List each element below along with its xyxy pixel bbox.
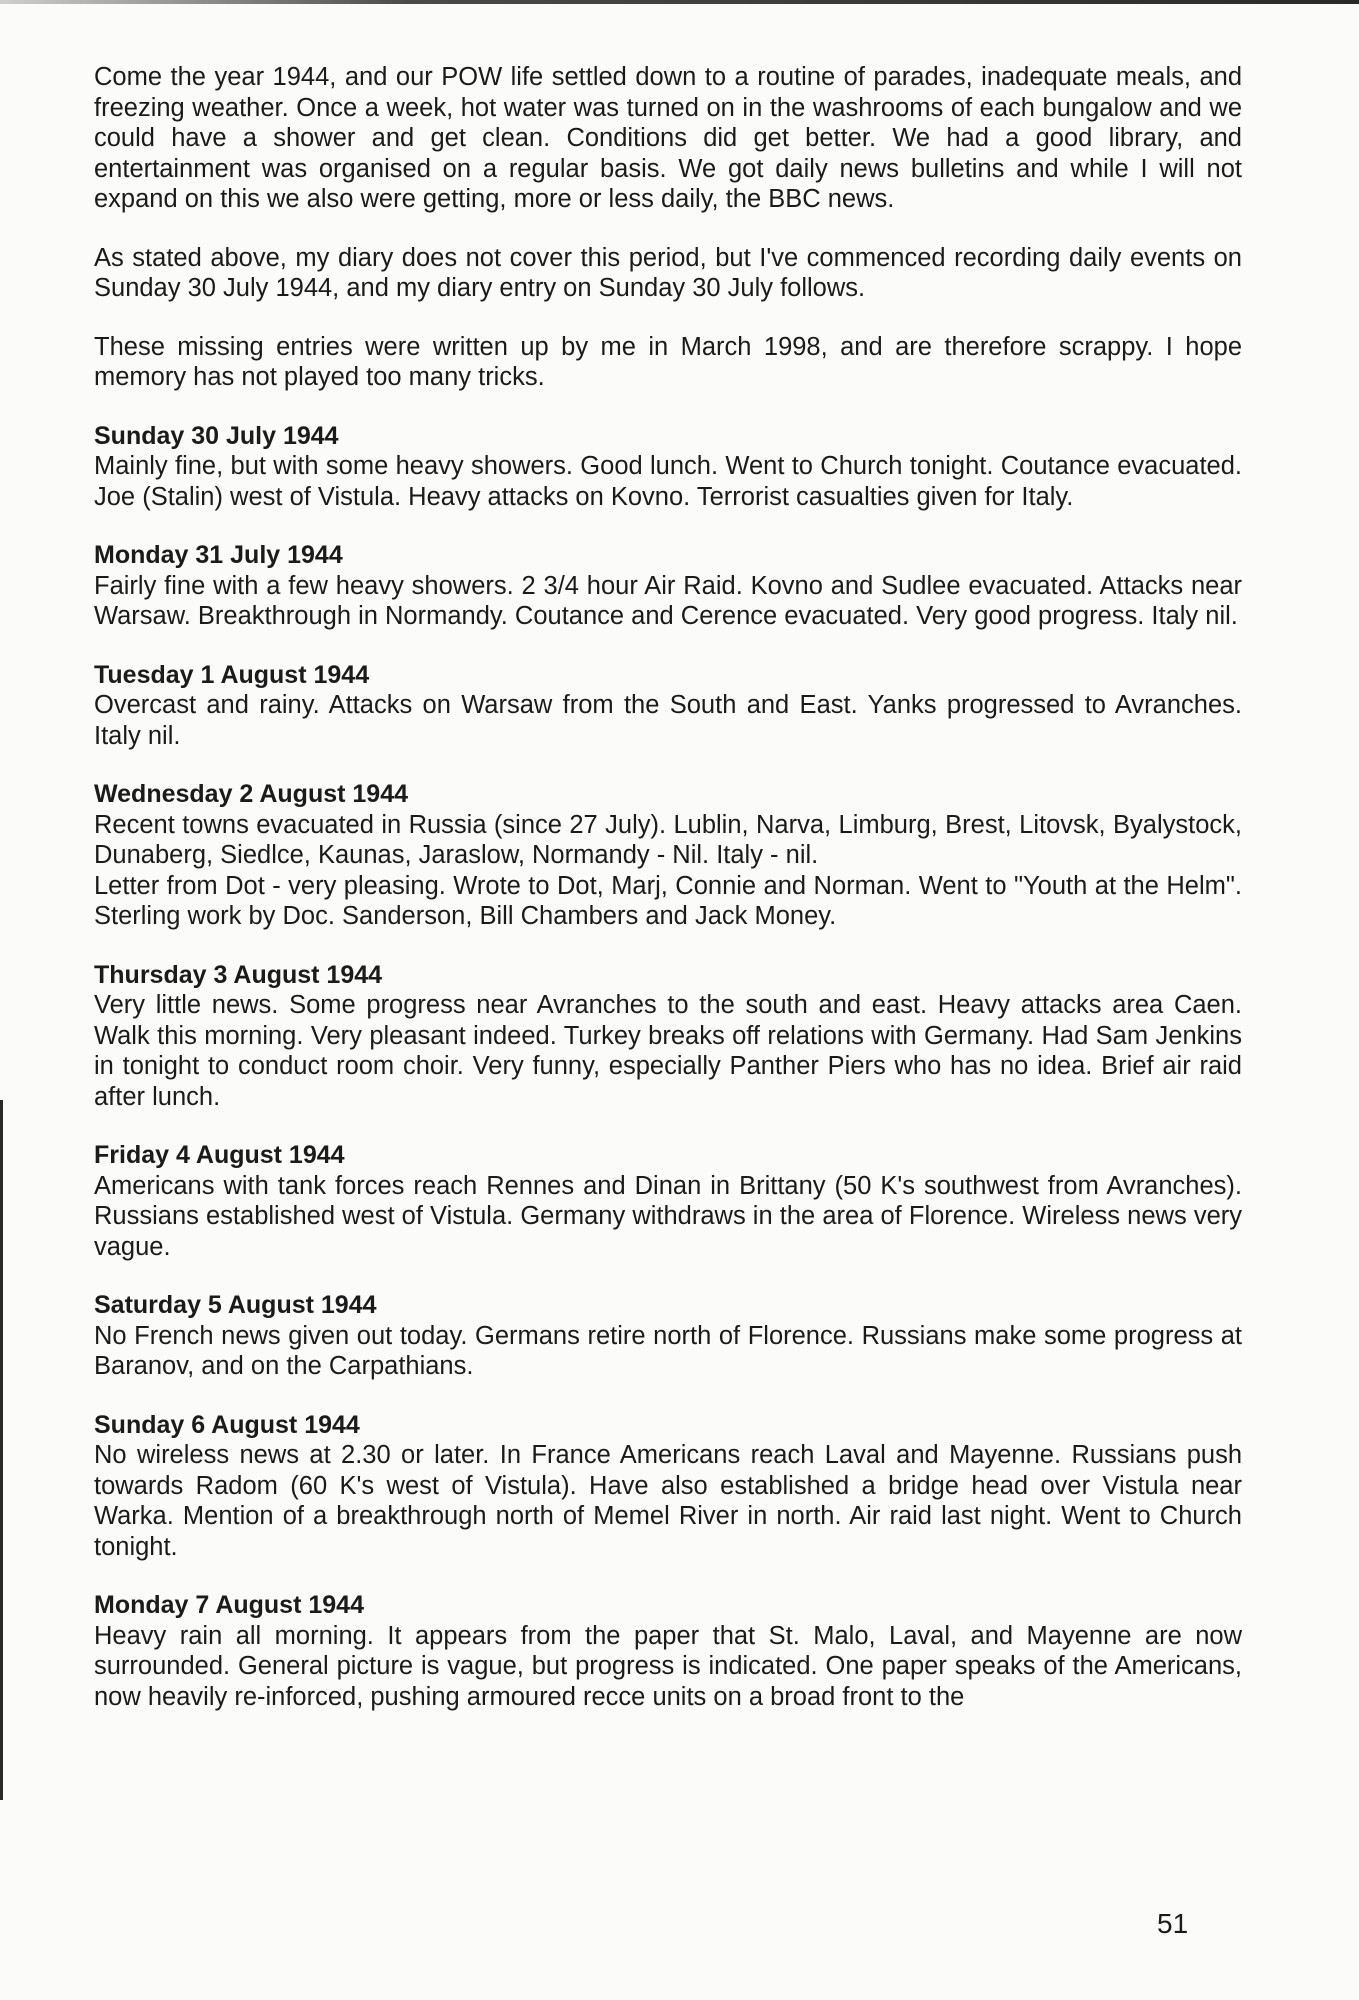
entry-date: Tuesday 1 August 1944	[94, 660, 370, 689]
diary-entry	[94, 421, 1242, 513]
diary-entry	[94, 660, 1242, 752]
entry-date: Thursday 3 August 1944	[94, 960, 383, 989]
entry-date: Friday 4 August 1944	[94, 1141, 345, 1169]
intro-paragraph-2: As stated above, my diary does not cover this period, but I've commenced recording daily events on Sunday 30 July 1944, and my diary entry on Sunday 30 July follows.	[94, 243, 1242, 302]
entry-date: Monday 31 July 1944	[94, 541, 343, 569]
entry-text	[94, 1440, 1242, 1562]
entry-paragraph: No wireless news at 2.30 or later. In France Americans reach Laval and Mayenne. Russians push towards Radom (60 K's west of Vistula). Have also established a bridge head over Vistula near Warka. Mention of a breakthrough north of Memel River in north. Air raid last night. Went to Church tonight.	[94, 1441, 1242, 1561]
entry-text	[94, 1171, 1242, 1263]
entry-paragraph: Recent towns evacuated in Russia (since 27 July). Lublin, Narva, Limburg, Brest, Litovsk, Byalystock, Dunaberg, Siedlce, Kaunas, Jaraslow, Normandy - Nil. Italy - nil.	[94, 810, 1242, 869]
entry-date: Sunday 6 August 1944	[94, 1410, 360, 1439]
entry-paragraph: Fairly fine with a few heavy showers. 2 3/4 hour Air Raid. Kovno and Sudlee evacuated. Attacks near Warsaw. Breakthrough in Normandy. Coutance and Cerence evacuated. Very good progress. Italy nil.	[94, 571, 1242, 630]
diary-entry	[94, 540, 1242, 632]
entry-date: Sunday 30 July 1944	[94, 421, 339, 450]
diary-entry	[94, 960, 1242, 1113]
entry-paragraph: Mainly fine, but with some heavy showers. Good lunch. Went to Church tonight. Coutance evacuated. Joe (Stalin) west of Vistula. Heavy attacks on Kovno. Terrorist casualties given for Italy.	[94, 452, 1242, 511]
diary-entry	[94, 1290, 1242, 1382]
diary-entry	[94, 1590, 1242, 1712]
diary-entry	[94, 1140, 1242, 1262]
entry-text	[94, 990, 1242, 1112]
entry-text	[94, 571, 1242, 632]
entry-date: Monday 7 August 1944	[94, 1591, 364, 1619]
entry-date: Wednesday 2 August 1944	[94, 780, 409, 808]
entry-paragraph: Americans with tank forces reach Rennes and Dinan in Brittany (50 K's southwest from Avranches). Russians established west of Vistula. Germany withdraws in the area of Florence. Wireless news very vague.	[94, 1171, 1242, 1261]
scan-top-edge	[0, 0, 1359, 4]
entry-text	[94, 451, 1242, 512]
entry-paragraph: Letter from Dot - very pleasing. Wrote to Dot, Marj, Connie and Norman. Went to "Youth at the Helm". Sterling work by Doc. Sanderson, Bill Chambers and Jack Money.	[94, 871, 1242, 930]
entry-text	[94, 810, 1242, 932]
entry-date: Saturday 5 August 1944	[94, 1291, 377, 1319]
page-body	[94, 62, 1242, 1740]
entry-paragraph: Heavy rain all morning. It appears from the paper that St. Malo, Laval, and Mayenne are now surrounded. General picture is vague, but progress is indicated. One paper speaks of the Americans, now heavily re-inforced, pushing armoured recce units on a broad front to the	[94, 1621, 1242, 1711]
entry-paragraph: Overcast and rainy. Attacks on Warsaw from the South and East. Yanks progressed to Avranches. Italy nil.	[94, 691, 1242, 750]
intro-paragraph-3: These missing entries were written up by me in March 1998, and are therefore scrappy. I hope memory has not played too many tricks.	[94, 332, 1242, 391]
page-number: 51	[1157, 1908, 1189, 1939]
diary-entry	[94, 1410, 1242, 1563]
diary-entry	[94, 779, 1242, 932]
entry-text	[94, 690, 1242, 751]
scan-left-edge	[0, 1100, 3, 1800]
entry-paragraph: Very little news. Some progress near Avranches to the south and east. Heavy attacks area Caen. Walk this morning. Very pleasant indeed. Turkey breaks off relations with Germany. Had Sam Jenkins in tonight to conduct room choir. Very funny, especially Panther Piers who has no idea. Brief air raid after lunch.	[94, 991, 1242, 1111]
entry-text	[94, 1621, 1242, 1713]
entry-text	[94, 1321, 1242, 1382]
entry-paragraph: No French news given out today. Germans retire north of Florence. Russians make some progress at Baranov, and on the Carpathians.	[94, 1321, 1242, 1380]
intro-paragraph-1: Come the year 1944, and our POW life settled down to a routine of parades, inadequate meals, and freezing weather. Once a week, hot water was turned on in the washrooms of each bungalow and we could have a shower and get clean. Conditions did get better. We had a good library, and entertainment was organised on a regular basis. We got daily news bulletins and while I will not expand on this we also were getting, more or less daily, the BBC news.	[94, 63, 1242, 213]
